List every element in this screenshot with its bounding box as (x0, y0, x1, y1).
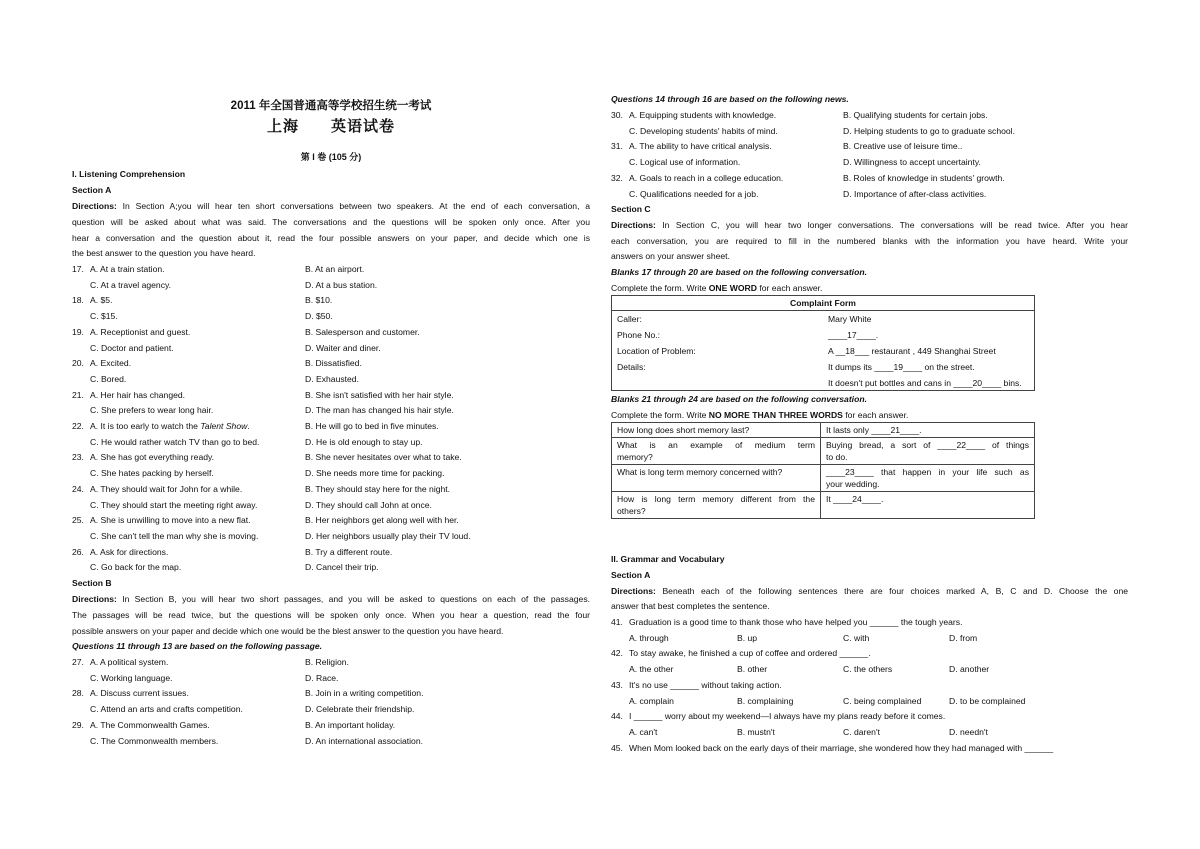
sectionA-directions-1: Directions: In Section A;you will hear ten short conversations between two speakers. At the end of each conversation, a (72, 201, 590, 211)
option-b: B. Salesperson and customer. (305, 326, 420, 337)
option-d: D. At a bus station. (305, 279, 378, 290)
blanks21-heading: Blanks 21 through 24 are based on the following conversation. (611, 394, 867, 404)
memory-form-answer-line: It lasts only ____21____. (826, 425, 922, 435)
part1-title: I. Listening Comprehension (72, 169, 186, 179)
option-b: B. other (737, 664, 768, 675)
question-number: 29. (72, 719, 84, 730)
sectionA-directions-3: hear a conversation and the question about it, read the four possible answers on your paper, and decide which one is (72, 233, 590, 243)
memory-form-question-line: memory? (617, 452, 653, 462)
memory-form-answer (821, 492, 1035, 519)
option-b: B. complaining (737, 695, 794, 706)
option-c: C. She prefers to wear long hair. (90, 405, 214, 416)
option-c: C. Developing students' habits of mind. (629, 125, 778, 136)
option-a: A. complain (629, 695, 674, 706)
option-b: B. At an airport. (305, 264, 365, 274)
complaint-form (611, 295, 1035, 391)
option-a: A. A political system. (90, 657, 169, 667)
question-number: 27. (72, 657, 84, 667)
question-number: 44. (611, 711, 623, 722)
question-number: 25. (72, 515, 84, 526)
option-a-text: A. It is too early to watch the (90, 421, 201, 431)
option-d: D. to be complained (949, 695, 1026, 706)
option-c: C. with (843, 632, 870, 643)
option-b: B. She isn't satisfied with her hair style. (305, 389, 454, 400)
question-number: 28. (72, 688, 84, 699)
complaint-form-title: Complaint Form (612, 296, 1035, 311)
option-b: B. Join in a writing competition. (305, 688, 424, 699)
option-d: D. The man has changed his hair style. (305, 405, 454, 416)
option-b: B. Creative use of leisure time.. (843, 141, 963, 152)
sectionB-directions-3: possible answers on your paper and decide which one would be the blest answer to the question you have heard. (72, 626, 504, 636)
option-b: B. $10. (305, 295, 333, 306)
memory-form-question-line: How is long term memory different from the (617, 494, 815, 504)
form2-instruction: Complete the form. Write NO MORE THAN THREE WORDS for each answer. (611, 410, 909, 420)
option-a: A. The ability to have critical analysis. (629, 141, 772, 152)
blanks17-heading: Blanks 17 through 20 are based on the following conversation. (611, 267, 867, 277)
option-d: D. Exhausted. (305, 373, 359, 384)
option-b: B. mustn't (737, 726, 775, 737)
memory-form-answer (821, 438, 1035, 465)
option-c: C. Go back for the map. (90, 562, 182, 573)
memory-form-question (612, 423, 821, 438)
question-number: 42. (611, 648, 623, 659)
option-b: B. up (737, 632, 758, 643)
option-b: B. Roles of knowledge in students' growth. (843, 172, 1005, 183)
memory-form-question-line: How long does short memory last? (617, 425, 750, 435)
option-a: A. At a train station. (90, 264, 165, 274)
part2-title: II. Grammar and Vocabulary (611, 554, 725, 564)
option-c: C. The Commonwealth members. (90, 735, 219, 746)
memory-form-answer-line: Buying bread, a sort of ____22____ of things (826, 440, 1029, 450)
memory-form-question-line: What is an example of medium term (617, 440, 815, 450)
sectionC-directions-1: Directions: In Section C, you will hear two longer conversations. The conversations will be read twice. After you hear (611, 220, 1128, 230)
sectionA2-title: Section A (611, 570, 651, 580)
sectionB-title: Section B (72, 578, 112, 588)
question-number: 30. (611, 110, 623, 120)
option-a: A. Her hair has changed. (90, 389, 186, 400)
option-a-italic: Talent Show (200, 421, 248, 431)
memory-form-row (612, 423, 1035, 438)
question-number: 41. (611, 617, 623, 627)
memory-form (611, 422, 1035, 519)
option-c: C. Bored. (90, 373, 127, 384)
option-a: A. Receptionist and guest. (90, 326, 191, 337)
option-d: D. An international association. (305, 735, 423, 746)
complaint-form-labels: Caller: Phone No.: Location of Problem: Details: (612, 311, 824, 391)
option-b: B. Dissatisfied. (305, 358, 362, 369)
option-c: C. He would rather watch TV than go to bed. (90, 436, 260, 447)
option-c: C. Working language. (90, 672, 173, 683)
option-d: D. Cancel their trip. (305, 562, 379, 573)
option-a (90, 420, 250, 432)
memory-form-question (612, 492, 821, 519)
question-45: 45. When Mom looked back on the early days of their marriage, she wondered how they had managed with ______ (611, 743, 1054, 753)
option-c: C. She hates packing by herself. (90, 468, 214, 479)
memory-form-answer-line: your wedding. (826, 479, 880, 489)
memory-form-row (612, 438, 1035, 465)
sectionC-directions-2: each conversation, you are required to fill in the numbered blanks with the information you have heard. Write your (611, 236, 1128, 246)
option-d: D. Importance of after-class activities. (843, 188, 987, 199)
option-c: C. At a travel agency. (90, 279, 172, 290)
option-b: B. Qualifying students for certain jobs. (843, 110, 988, 120)
option-c: C. Doctor and patient. (90, 342, 174, 353)
exam-subtitle: 上海 英语试卷 (266, 118, 395, 135)
memory-form-row (612, 465, 1035, 492)
option-d: D. another (949, 664, 990, 675)
sectionB-directions-2: The passages will be read twice, but the questions will be spoken only once. When you hear a question, read the four (72, 610, 590, 620)
option-c: C. Logical use of information. (629, 157, 741, 168)
form1-instruction: Complete the form. Write ONE WORD for each answer. (611, 283, 823, 293)
memory-form-question-line: What is long term memory concerned with? (617, 467, 783, 477)
option-c: C. Qualifications needed for a job. (629, 188, 759, 199)
option-a: A. Ask for directions. (90, 546, 169, 557)
option-a: A. $5. (90, 295, 113, 306)
option-a: A. the other (629, 664, 674, 675)
question-number: 22. (72, 421, 84, 431)
complaint-form-values: Mary White ____17____. A __18___ restaurant , 449 Shanghai Street It dumps its ____19____ on the street. It doesn't put bottles and cans in ____20____ bins. (823, 311, 1035, 391)
option-c: C. $15. (90, 311, 118, 322)
memory-form-question (612, 438, 821, 465)
option-d: D. Willingness to accept uncertainty. (843, 157, 981, 168)
sectionA-directions-2: question will be asked about what was said. The conversations and the questions will be spoken only once. After you (72, 217, 590, 227)
sectionA-title: Section A (72, 185, 112, 195)
question-number: 24. (72, 483, 84, 494)
option-c: C. daren't (843, 726, 880, 737)
sectionC-directions-3: answers on your answer sheet. (611, 251, 730, 261)
sectionB-directions-1: Directions: In Section B, you will hear two short passages, and you will be asked to questions on each of the passages. (72, 594, 590, 604)
exam-title: 2011 年全国普通高等学校招生统一考试 (230, 100, 432, 112)
memory-form-row (612, 492, 1035, 519)
option-d: D. needn't (949, 726, 988, 737)
memory-form-answer-line: to do. (826, 452, 848, 462)
option-b: B. Her neighbors get along well with her. (305, 515, 459, 526)
sectionA2-directions-2: answer that best completes the sentence. (611, 601, 770, 611)
news-heading: Questions 14 through 16 are based on the following news. (611, 94, 849, 104)
option-a: A. Goals to reach in a college education. (629, 172, 784, 183)
option-b: B. Religion. (305, 657, 349, 667)
question-number: 43. (611, 679, 623, 690)
option-d: D. $50. (305, 311, 333, 322)
option-b: B. Try a different route. (305, 546, 393, 557)
option-d: D. from (949, 632, 978, 643)
question-number: 31. (611, 141, 623, 152)
option-c: C. Attend an arts and crafts competition. (90, 704, 243, 715)
option-d: D. Waiter and diner. (305, 342, 381, 353)
question-number: 17. (72, 264, 84, 274)
sectionC-title: Section C (611, 204, 651, 214)
option-a: A. She has got everything ready. (90, 452, 215, 463)
option-d: D. Race. (305, 672, 339, 683)
option-d: D. She needs more time for packing. (305, 468, 445, 479)
question-number: 18. (72, 295, 84, 306)
passage-heading: Questions 11 through 13 are based on the following passage. (72, 641, 323, 651)
option-c: C. being complained (843, 695, 922, 706)
question-number: 19. (72, 326, 84, 337)
question-number: 23. (72, 452, 84, 463)
memory-form-question (612, 465, 821, 492)
option-a: A. Excited. (90, 358, 132, 369)
option-c: C. the others (843, 664, 893, 675)
memory-form-answer-line: It ____24____. (826, 494, 884, 504)
memory-form-answer-line: ____23____ that happen in your life such as (826, 467, 1029, 477)
option-d: D. Her neighbors usually play their TV loud. (305, 530, 471, 541)
question-stem: To stay awake, he finished a cup of coffee and ordered ______. (629, 648, 871, 659)
option-b: B. An important holiday. (305, 719, 396, 730)
option-a: A. can't (629, 726, 658, 737)
option-d: D. He is old enough to stay up. (305, 436, 423, 447)
question-number: 32. (611, 172, 623, 183)
option-d: D. Helping students to go to graduate school. (843, 125, 1015, 136)
question-stem: It's no use ______ without taking action. (629, 679, 782, 690)
memory-form-answer (821, 423, 1035, 438)
option-a-tail: . (247, 421, 250, 431)
question-stem: I ______ worry about my weekend—I always have my plans ready before it comes. (629, 711, 946, 722)
question-number: 20. (72, 358, 84, 369)
question-stem: Graduation is a good time to thank those who have helped you ______ the tough years. (629, 617, 963, 627)
option-d: D. They should call John at once. (305, 499, 432, 510)
sectionA-directions-4: the best answer to the question you have heard. (72, 248, 256, 258)
option-a: A. She is unwilling to move into a new flat. (90, 515, 251, 526)
option-c: C. They should start the meeting right away. (90, 499, 258, 510)
option-b: B. She never hesitates over what to take. (305, 452, 462, 463)
option-a: A. Equipping students with knowledge. (629, 110, 777, 120)
option-a: A. The Commonwealth Games. (90, 719, 210, 730)
memory-form-answer (821, 465, 1035, 492)
option-a: A. through (629, 632, 669, 643)
memory-form-question-line: others? (617, 506, 646, 516)
sectionA2-directions-1: Directions: Beneath each of the following sentences there are four choices marked A, B, C and D. Choose the one (611, 586, 1128, 596)
option-d: D. Celebrate their friendship. (305, 704, 415, 715)
option-b: B. They should stay here for the night. (305, 483, 451, 494)
paper-part-label: 第 I 卷 (105 分) (300, 152, 362, 162)
option-a: A. They should wait for John for a while. (90, 483, 243, 494)
option-c: C. She can't tell the man why she is moving. (90, 530, 259, 541)
question-number: 21. (72, 389, 84, 400)
option-b: B. He will go to bed in five minutes. (305, 421, 439, 431)
question-number: 26. (72, 546, 84, 557)
option-a: A. Discuss current issues. (90, 688, 189, 699)
